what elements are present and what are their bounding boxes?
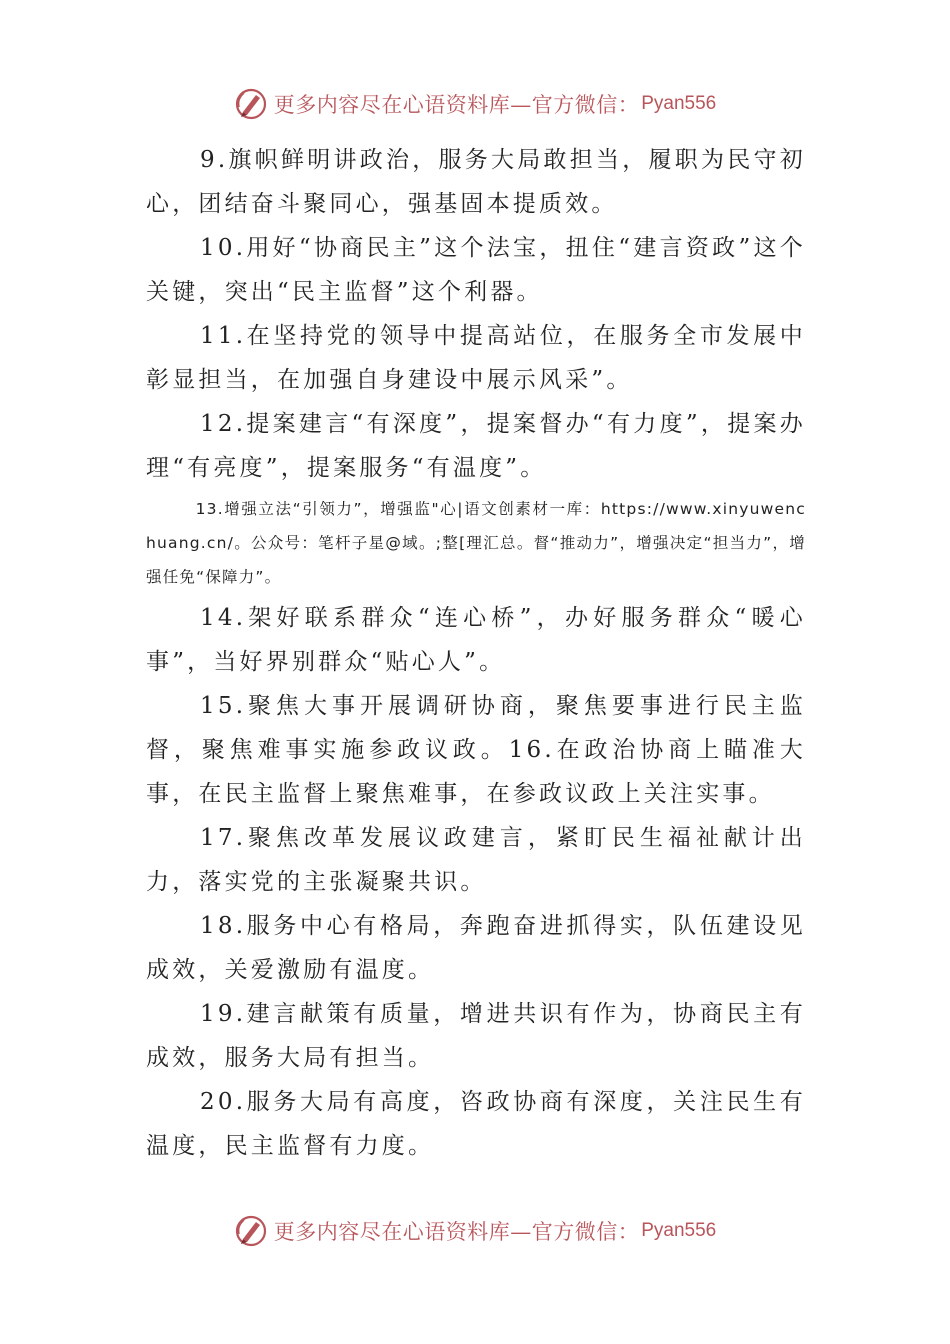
pen-logo-icon xyxy=(234,87,268,121)
banner-wechat-id: Pyan556 xyxy=(641,93,717,114)
paragraph-17: 17.聚焦改革发展议政建言，紧盯民生福祉献计出力，落实党的主张凝聚共识。 xyxy=(146,825,806,895)
paragraph-9: 9.旗帜鲜明讲政治，服务大局敢担当，履职为民守初心，团结奋斗聚同心，强基固本提质效。 xyxy=(146,147,806,217)
header-banner xyxy=(0,84,950,124)
footer-banner xyxy=(0,1211,950,1251)
document-body xyxy=(146,138,806,1168)
paragraph-14: 14.架好联系群众“连心桥”，办好服务群众“暖心事”，当好界别群众“贴心人”。 xyxy=(146,605,806,675)
paragraph-12: 12.提案建言“有深度”，提案督办“有力度”，提案办理“有亮度”，提案服务“有温度”。 xyxy=(146,411,806,481)
banner-text: 更多内容尽在心语资料库—官方微信： xyxy=(273,1220,640,1244)
paragraph-13: 13.增强立法“引领力”，增强监"心|语文创素材一库：https://www.xinyuwenchuang.cn/。公众号：笔杆子星@域。;整[理汇总。督“推动力”，增强决定“担当力”，增强任免“保障力”。 xyxy=(146,500,806,586)
paragraph-15-16: 15.聚焦大事开展调研协商，聚焦要事进行民主监督，聚焦难事实施参政议政。16.在政治协商上瞄准大事，在民主监督上聚焦难事，在参政议政上关注实事。 xyxy=(146,693,806,807)
pen-logo-icon xyxy=(234,1214,268,1248)
banner-text: 更多内容尽在心语资料库—官方微信： xyxy=(273,93,640,117)
banner-wechat-id: Pyan556 xyxy=(641,1220,717,1241)
paragraph-11: 11.在坚持党的领导中提高站位，在服务全市发展中彰显担当，在加强自身建设中展示风采”。 xyxy=(146,323,806,393)
paragraph-20: 20.服务大局有高度，咨政协商有深度，关注民生有温度，民主监督有力度。 xyxy=(146,1089,806,1159)
paragraph-10: 10.用好“协商民主”这个法宝，扭住“建言资政”这个关键，突出“民主监督”这个利器。 xyxy=(146,235,806,305)
paragraph-18: 18.服务中心有格局，奔跑奋进抓得实，队伍建设见成效，关爱激励有温度。 xyxy=(146,913,806,983)
paragraph-19: 19.建言献策有质量，增进共识有作为，协商民主有成效，服务大局有担当。 xyxy=(146,1001,806,1071)
